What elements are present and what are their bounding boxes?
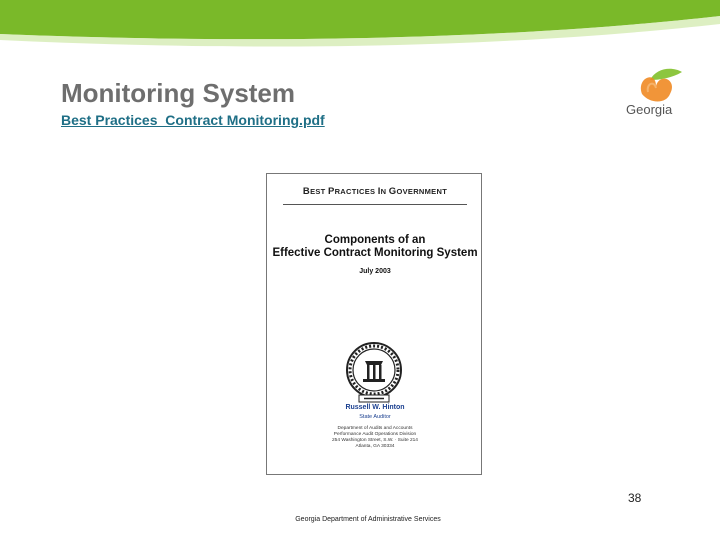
report-title-line-1: Components of an — [324, 234, 426, 246]
georgia-logo-text: Georgia — [626, 102, 673, 117]
pdf-document-link[interactable]: Best Practices_Contract Monitoring.pdf — [61, 112, 325, 128]
auditor-role: State Auditor — [359, 414, 391, 420]
state-seal-icon — [345, 341, 403, 403]
department-line: Department of Audits and Accounts — [337, 426, 413, 431]
page-number: 38 — [628, 491, 642, 505]
auditor-name: Russell W. Hinton — [345, 404, 405, 411]
department-line: Atlanta, GA 30334 — [355, 444, 395, 449]
report-series-heading: BEST PRACTICES IN GOVERNMENT — [302, 186, 448, 197]
top-swoosh-decoration — [0, 0, 720, 60]
report-date: July 2003 — [359, 268, 391, 275]
department-address — [267, 426, 483, 450]
report-heading-rule — [283, 204, 467, 205]
department-line: 254 Washington Street, S.W. · Suite 214 — [332, 438, 418, 443]
report-cover-thumbnail[interactable] — [266, 173, 482, 475]
department-line: Performance Audit Operations Division — [333, 432, 417, 437]
slide-title: Monitoring System — [61, 78, 296, 108]
footer-text: Georgia Department of Administrative Services — [295, 516, 441, 523]
report-title-line-2: Effective Contract Monitoring System — [272, 247, 478, 259]
report-title — [267, 234, 483, 260]
